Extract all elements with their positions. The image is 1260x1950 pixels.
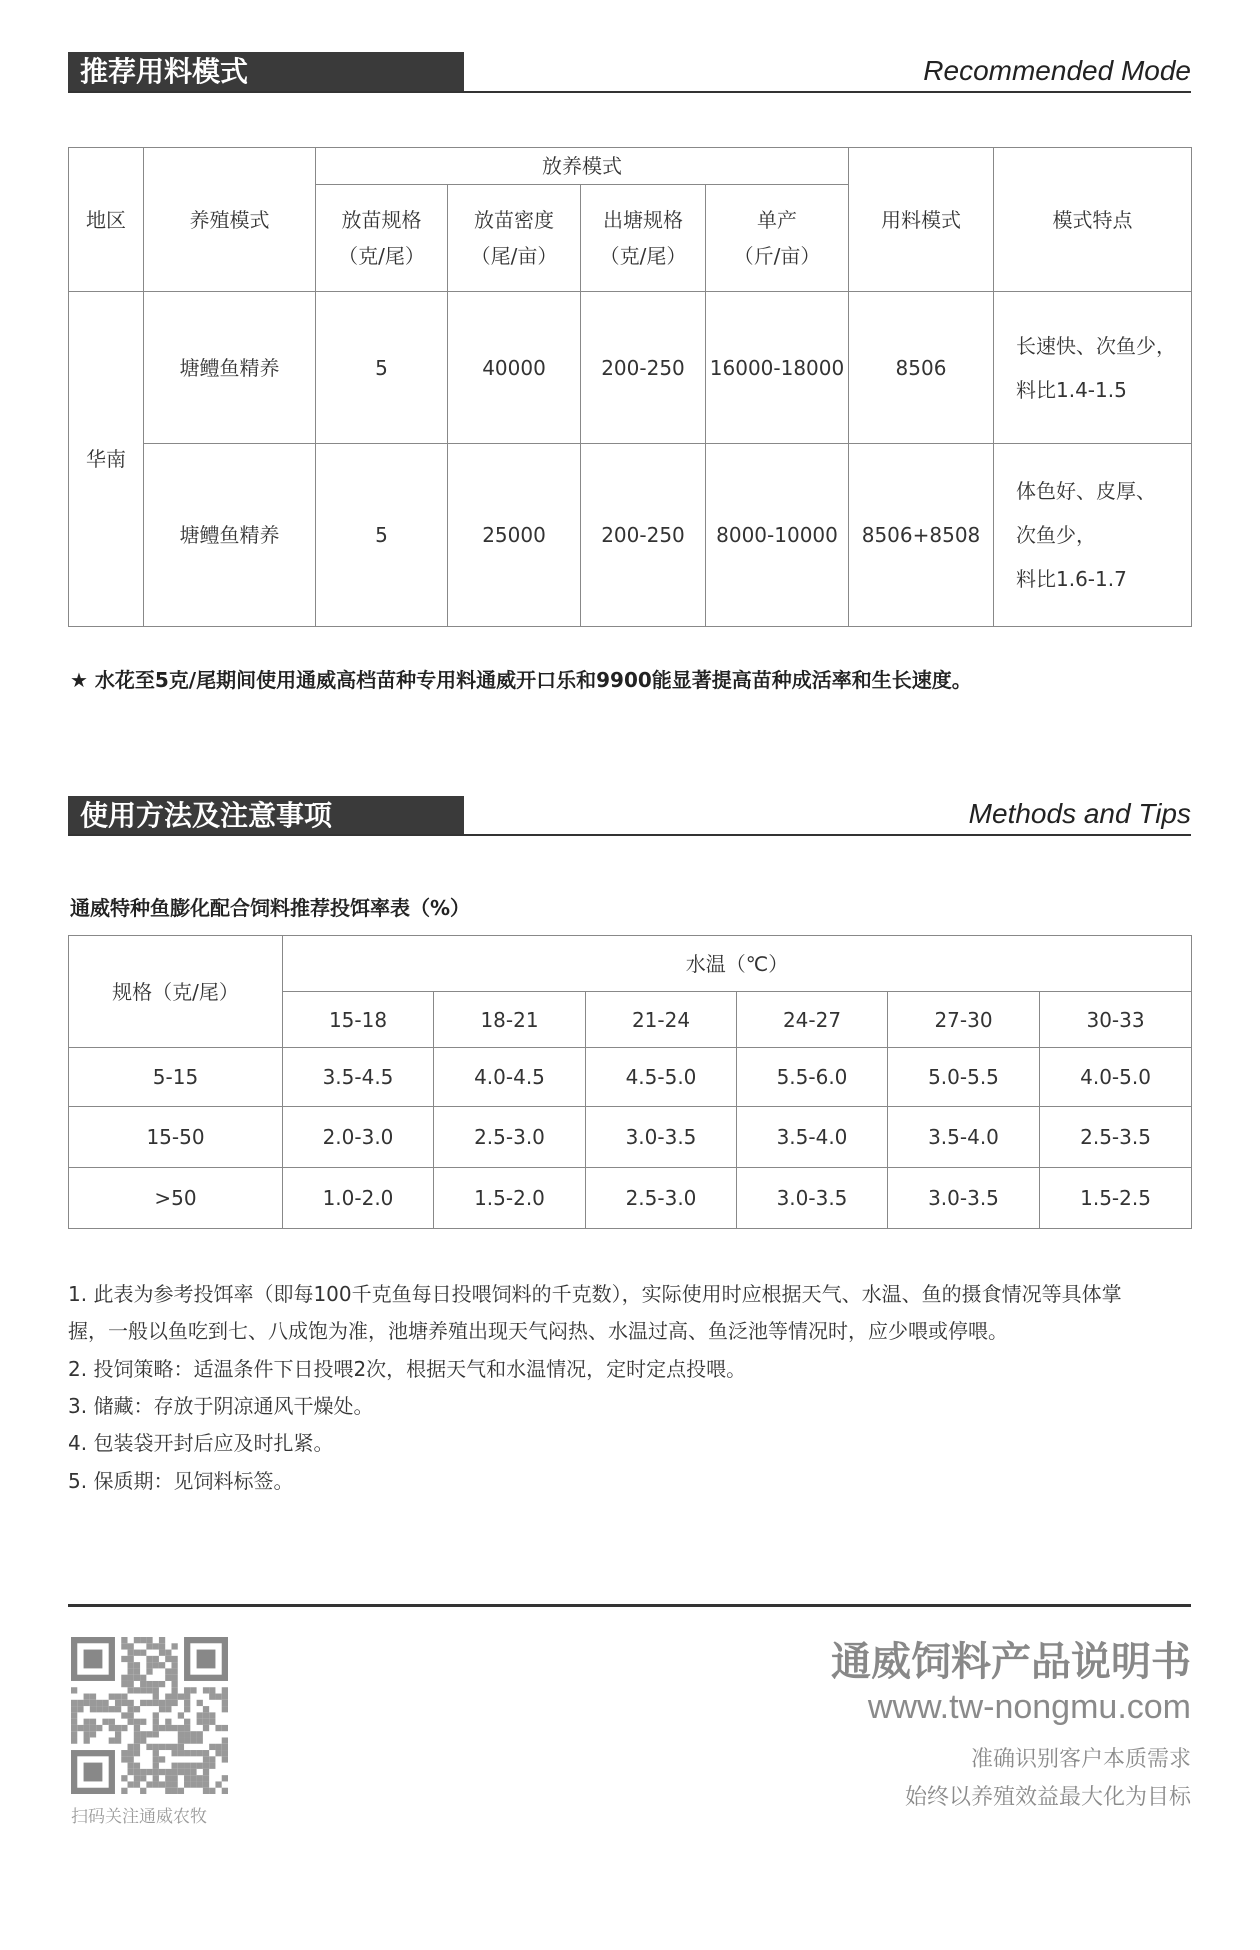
note-line: 4. 包装袋开封后应及时扎紧。 xyxy=(68,1431,334,1456)
region-cell: 华南 xyxy=(69,292,144,627)
spec-cell: 15-50 xyxy=(69,1107,283,1168)
cell: 塘鳢鱼精养 xyxy=(144,292,316,444)
cell: 8506+8508 xyxy=(849,444,994,627)
cell: 5 xyxy=(316,444,448,627)
cell: 5 xyxy=(316,292,448,444)
section-rule xyxy=(68,91,1191,93)
rate-cell: 1.0-2.0 xyxy=(283,1168,434,1229)
note-line: 5. 保质期：见饲料标签。 xyxy=(68,1468,294,1493)
cell: 200-250 xyxy=(581,444,706,627)
spec-cell: >50 xyxy=(69,1168,283,1229)
footer-title: 通威饲料产品说明书 xyxy=(831,1639,1191,1685)
temp-header: 27-30 xyxy=(888,992,1040,1048)
spec-cell: 5-15 xyxy=(69,1048,283,1107)
table-caption: 通威特种鱼膨化配合饲料推荐投饵率表（%） xyxy=(70,896,471,920)
rate-cell: 2.0-3.0 xyxy=(283,1107,434,1168)
rate-cell: 4.0-4.5 xyxy=(434,1048,586,1107)
feeding-rate-table xyxy=(68,935,1192,1229)
features-cell: 体色好、皮厚、 次鱼少， 料比1.6-1.7 xyxy=(994,444,1192,627)
recommended-mode-table xyxy=(68,147,1192,627)
section-title-methods: 使用方法及注意事项 xyxy=(68,796,464,836)
rate-cell: 2.5-3.5 xyxy=(1040,1107,1192,1168)
rate-cell: 5.5-6.0 xyxy=(737,1048,888,1107)
header-feed: 用料模式 xyxy=(849,148,994,292)
header-region: 地区 xyxy=(69,148,144,292)
header-out: 出塘规格 （克/尾） xyxy=(581,185,706,292)
header-spec: 规格（克/尾） xyxy=(69,936,283,1048)
section-title-en: Methods and Tips xyxy=(968,798,1191,829)
header-features: 模式特点 xyxy=(994,148,1192,292)
section-rule xyxy=(68,834,1191,836)
temp-header: 24-27 xyxy=(737,992,888,1048)
table-row xyxy=(69,292,1192,444)
footer-url[interactable]: www.tw-nongmu.com xyxy=(867,1688,1191,1726)
footer-slogan-1: 准确识别客户本质需求 xyxy=(970,1747,1191,1772)
table-row xyxy=(69,1048,1192,1107)
rate-cell: 3.0-3.5 xyxy=(586,1107,737,1168)
note-line: 3. 储藏：存放于阴凉通风干燥处。 xyxy=(68,1393,374,1418)
note-line: 2. 投饲策略：适温条件下日投喂2次，根据天气和水温情况，定时定点投喂。 xyxy=(68,1356,747,1381)
header-mode: 养殖模式 xyxy=(144,148,316,292)
qr-code-icon xyxy=(71,1637,228,1794)
rate-cell: 2.5-3.0 xyxy=(434,1107,586,1168)
rate-cell: 3.0-3.5 xyxy=(888,1168,1040,1229)
star-note: ★ 水花至5克/尾期间使用通威高档苗种专用料通威开口乐和9900能显著提高苗种成活率和生长速度。 xyxy=(70,668,972,692)
rate-cell: 3.5-4.0 xyxy=(888,1107,1040,1168)
rate-cell: 1.5-2.0 xyxy=(434,1168,586,1229)
rate-cell: 5.0-5.5 xyxy=(888,1048,1040,1107)
rate-cell: 3.0-3.5 xyxy=(737,1168,888,1229)
table-row xyxy=(69,1168,1192,1229)
note-line: 握，一般以鱼吃到七、八成饱为准，池塘养殖出现天气闷热、水温过高、鱼泛池等情况时，应少喂或停喂。 xyxy=(68,1319,1008,1344)
features-cell: 长速快、次鱼少， 料比1.4-1.5 xyxy=(994,292,1192,444)
header-temp: 水温（℃） xyxy=(283,936,1192,992)
temp-header: 18-21 xyxy=(434,992,586,1048)
rate-cell: 2.5-3.0 xyxy=(586,1168,737,1229)
temp-header: 30-33 xyxy=(1040,992,1192,1048)
cell: 25000 xyxy=(448,444,581,627)
temp-header: 15-18 xyxy=(283,992,434,1048)
header-size: 放苗规格 （克/尾） xyxy=(316,185,448,292)
header-yield: 单产 （斤/亩） xyxy=(706,185,849,292)
footer-rule xyxy=(68,1604,1191,1607)
rate-cell: 4.0-5.0 xyxy=(1040,1048,1192,1107)
note-line: 1. 此表为参考投饵率（即每100千克鱼每日投喂饲料的千克数），实际使用时应根据天气、水温、鱼的摄食情况等具体掌 xyxy=(68,1282,1122,1306)
cell: 8000-10000 xyxy=(706,444,849,627)
table-row xyxy=(69,1107,1192,1168)
cell: 塘鳢鱼精养 xyxy=(144,444,316,627)
rate-cell: 3.5-4.0 xyxy=(737,1107,888,1168)
cell: 200-250 xyxy=(581,292,706,444)
rate-cell: 4.5-5.0 xyxy=(586,1048,737,1107)
rate-cell: 3.5-4.5 xyxy=(283,1048,434,1107)
cell: 40000 xyxy=(448,292,581,444)
table-row xyxy=(69,444,1192,627)
cell: 8506 xyxy=(849,292,994,444)
temp-header: 21-24 xyxy=(586,992,737,1048)
header-stocking: 放养模式 xyxy=(316,148,849,185)
rate-cell: 1.5-2.5 xyxy=(1040,1168,1192,1229)
section-title-recommended: 推荐用料模式 xyxy=(68,52,464,92)
footer-slogan-2: 始终以养殖效益最大化为目标 xyxy=(904,1785,1191,1810)
cell: 16000-18000 xyxy=(706,292,849,444)
header-density: 放苗密度 （尾/亩） xyxy=(448,185,581,292)
section-title-en: Recommended Mode xyxy=(923,55,1191,86)
qr-caption: 扫码关注通威农牧 xyxy=(71,1807,207,1827)
